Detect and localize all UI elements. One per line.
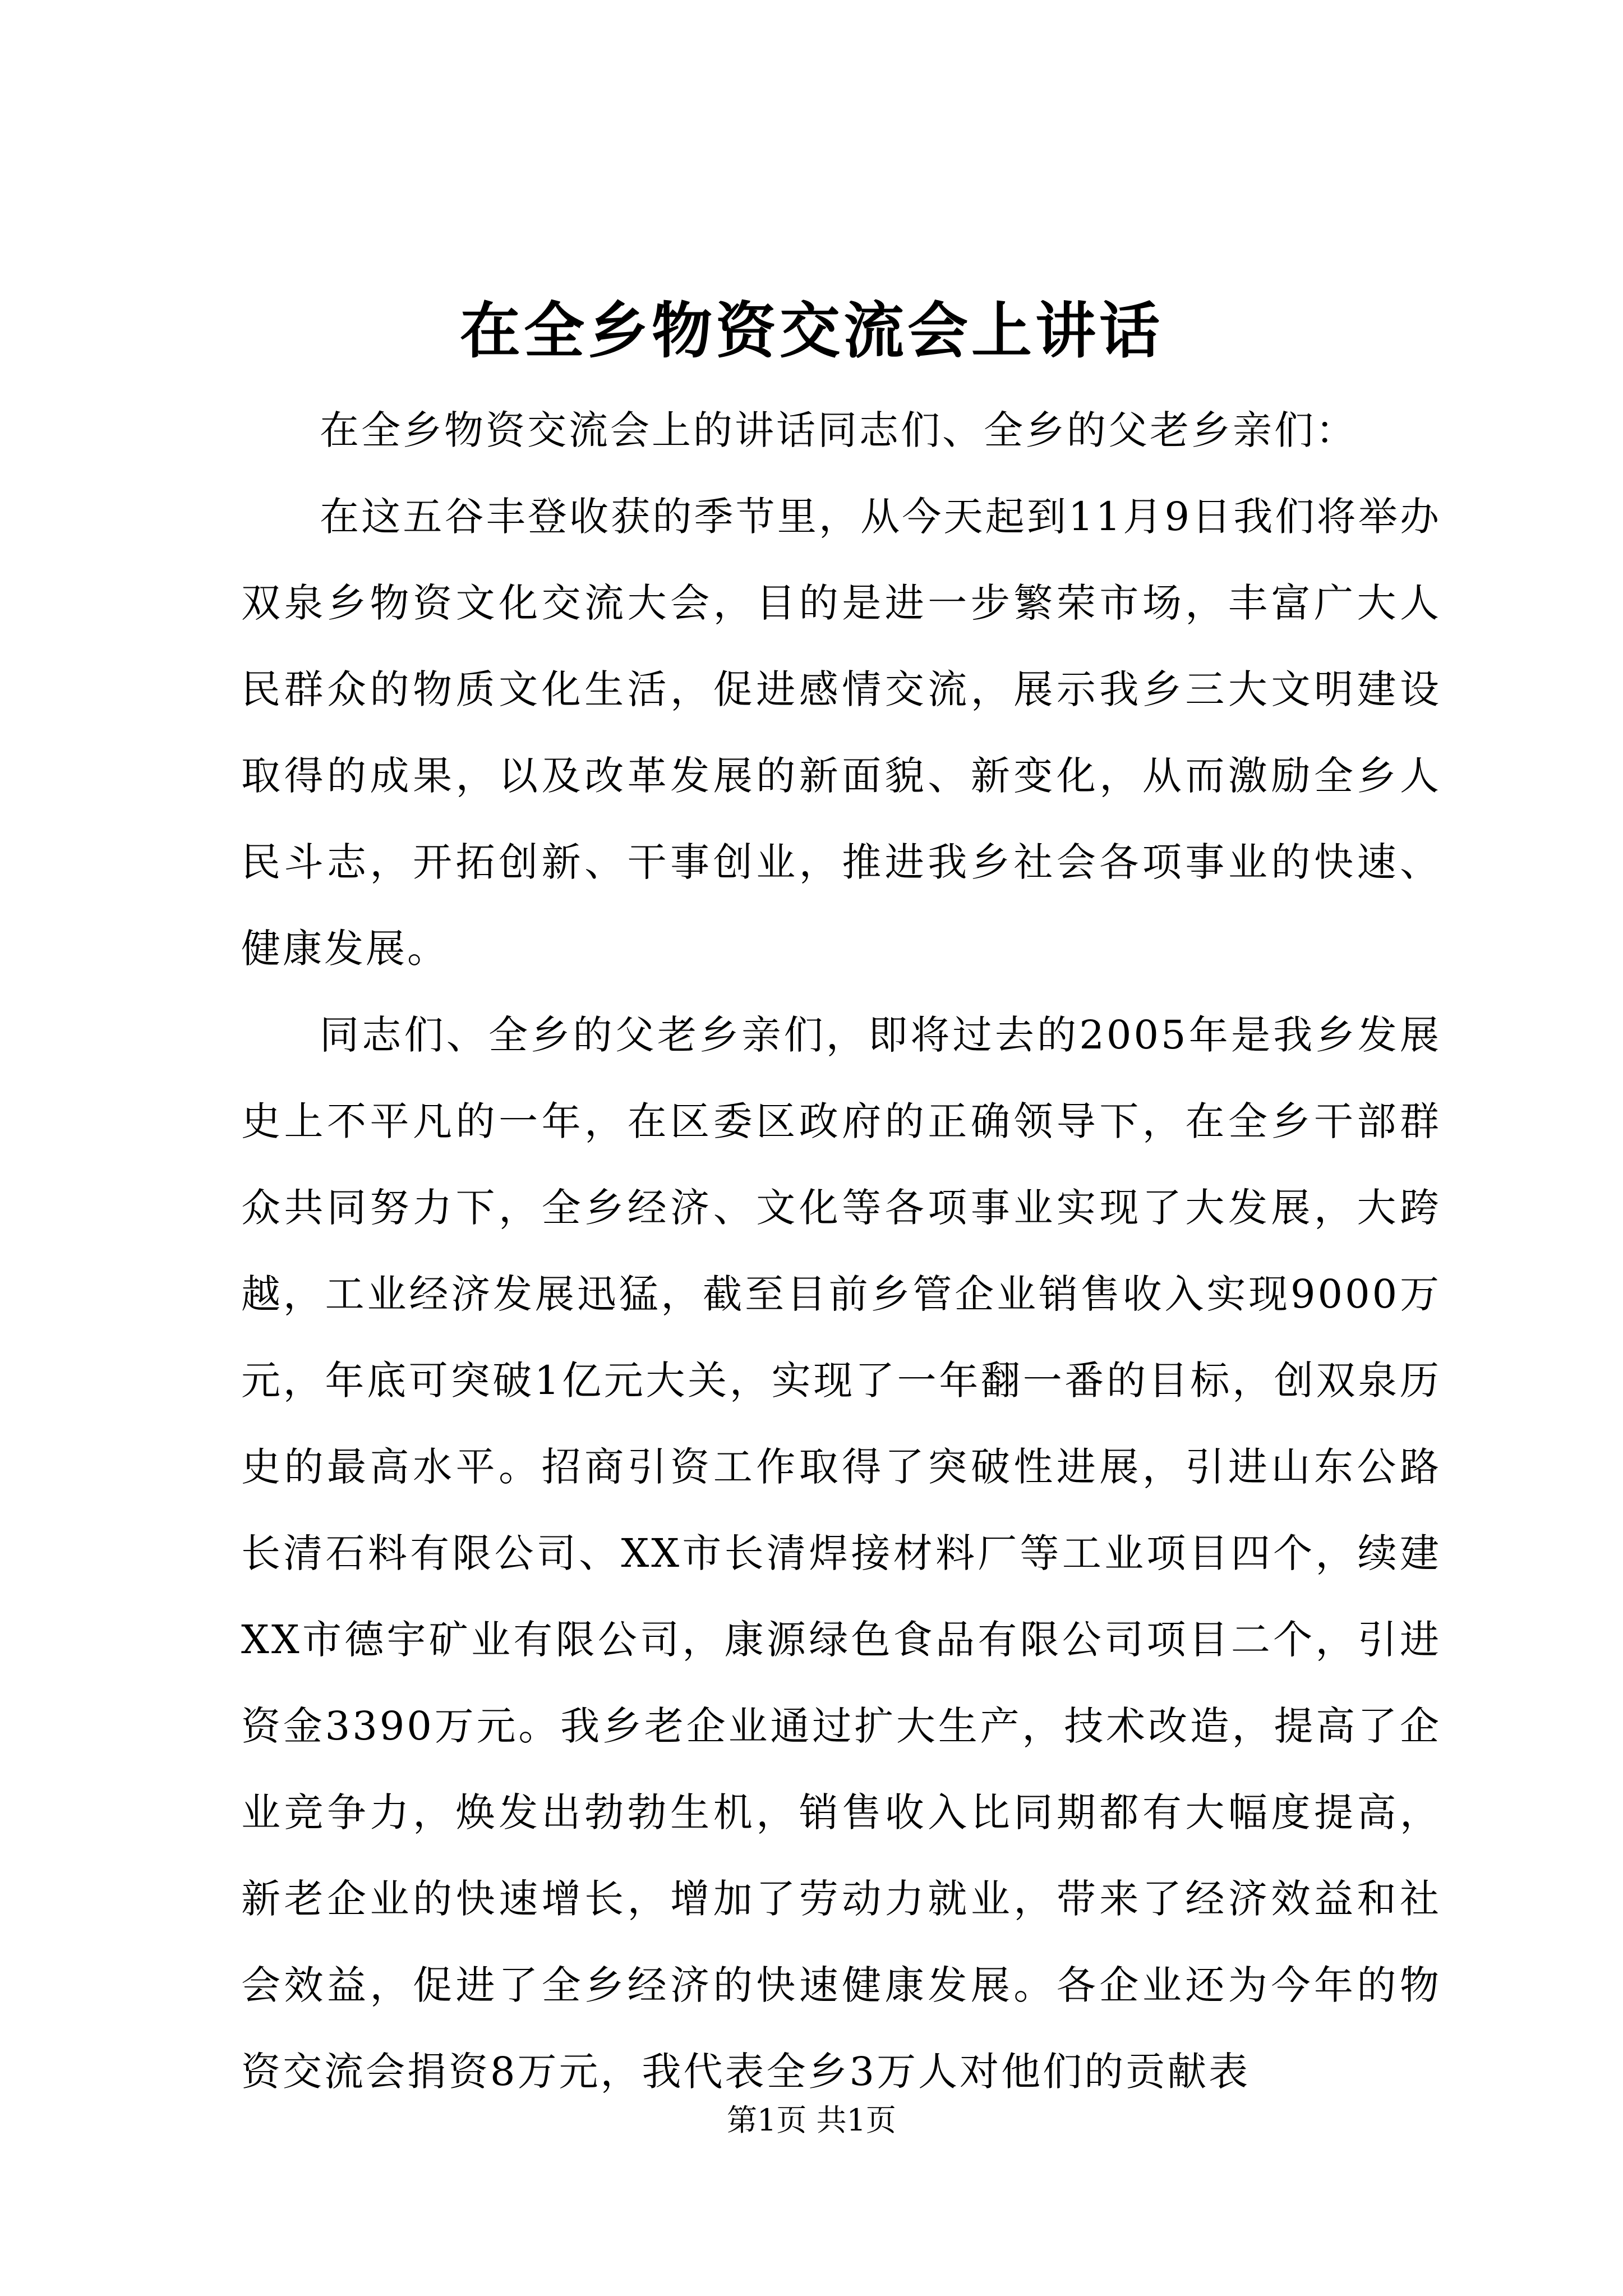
document-title: 在全乡物资交流会上讲话: [459, 296, 1163, 366]
document-body: [241, 387, 1441, 2115]
paragraph-greeting: 在全乡物资交流会上的讲话同志们、全乡的父老乡亲们：: [320, 407, 1357, 453]
paragraph-review: 同志们、全乡的父老乡亲们，即将过去的2005年是我乡发展史上不平凡的一年，在区委区政府的正确领导下，在全乡干部群众共同努力下，全乡经济、文化等各项事业实现了大发展，大跨越，工业经济发展迅猛，截至目前乡管企业销售收入实现9000万元，年底可突破1亿元大关，实现了一年翻一番的目标，创双泉历史的最高水平。招商引资工作取得了突破性进展，引进山东公路长清石料有限公司、XX市长清焊接材料厂等工业项目四个，续建XX市德宇矿业有限公司，康源绿色食品有限公司项目二个，引进资金3390万元。我乡老企业通过扩大生产，技术改造，提高了企业竞争力，焕发出勃勃生机，销售收入比同期都有大幅度提高，新老企业的快速增长，增加了劳动力就业，带来了经济效益和社会效益，促进了全乡经济的快速健康发展。各企业还为今年的物资交流会捐资8万元，我代表全乡3万人对他们的贡献表: [241, 1012, 1441, 2095]
page-footer: 第1页 共1页: [727, 2102, 896, 2138]
paragraph-opening: 在这五谷丰登收获的季节里，从今天起到11月9日我们将举办双泉乡物资文化交流大会，目的是进一步繁荣市场，丰富广大人民群众的物质文化生活，促进感情交流，展示我乡三大文明建设取得的成果，以及改革发展的新面貌、新变化，从而激励全乡人民斗志，开拓创新、干事创业，推进我乡社会各项事业的快速、健康发展。: [241, 494, 1441, 972]
